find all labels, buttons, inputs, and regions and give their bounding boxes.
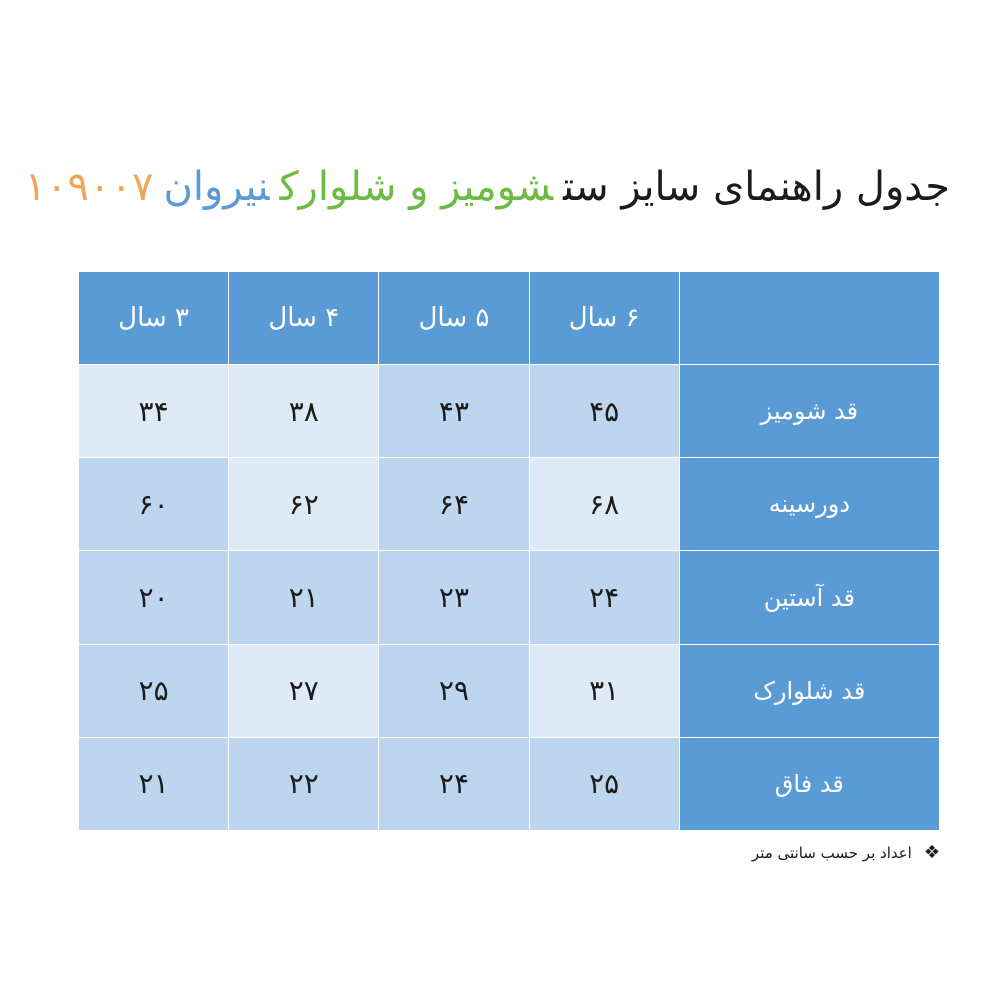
- table-cell: ۲۲: [229, 737, 379, 830]
- row-label-rise: قد فاق: [679, 737, 939, 830]
- table-cell: ۲۵: [529, 737, 679, 830]
- page-title: [24, 150, 950, 225]
- column-header-age-4: ۴ سال: [229, 272, 379, 365]
- table-row: [79, 551, 940, 644]
- title-text-code: ۱۰۹۰۰۷: [24, 164, 154, 210]
- table-cell: ۲۹: [379, 644, 529, 737]
- table-cell: ۶۸: [529, 458, 679, 551]
- table-cell: ۲۴: [529, 551, 679, 644]
- table-cell: ۴۵: [529, 365, 679, 458]
- table-row: [79, 737, 940, 830]
- table-cell: ۴۳: [379, 365, 529, 458]
- column-header-age-5: ۵ سال: [379, 272, 529, 365]
- table-cell: ۲۱: [229, 551, 379, 644]
- title-text-brand: نیروان: [163, 164, 270, 210]
- table-row: [79, 644, 940, 737]
- table-cell: ۶۲: [229, 458, 379, 551]
- table-cell: ۲۰: [79, 551, 229, 644]
- row-label-shorts-length: قد شلوارک: [679, 644, 939, 737]
- header-empty-cell: [679, 272, 939, 365]
- table-cell: ۲۱: [79, 737, 229, 830]
- row-label-chest: دورسینه: [679, 458, 939, 551]
- table-row: [79, 458, 940, 551]
- table-row: [79, 365, 940, 458]
- table-cell: ۲۵: [79, 644, 229, 737]
- table-cell: ۶۴: [379, 458, 529, 551]
- table-cell: ۲۴: [379, 737, 529, 830]
- table-cell: ۳۸: [229, 365, 379, 458]
- diamond-bullet-icon: ❖: [923, 842, 940, 863]
- table-header-row: [79, 272, 940, 365]
- column-header-age-3: ۳ سال: [79, 272, 229, 365]
- table-cell: ۶۰: [79, 458, 229, 551]
- title-text-main: جدول راهنمای سایز ست: [563, 164, 950, 210]
- table-cell: ۳۴: [79, 365, 229, 458]
- measurement-note: [560, 838, 940, 868]
- table-cell: ۲۷: [229, 644, 379, 737]
- table-cell: ۳۱: [529, 644, 679, 737]
- row-label-sleeve-length: قد آستین: [679, 551, 939, 644]
- note-text: اعداد بر حسب سانتی متر: [751, 844, 912, 862]
- column-header-age-6: ۶ سال: [529, 272, 679, 365]
- size-guide-table: [78, 271, 940, 831]
- row-label-blouse-length: قد شومیز: [679, 365, 939, 458]
- title-text-product: شومیز و شلوارک: [279, 164, 554, 210]
- table-cell: ۲۳: [379, 551, 529, 644]
